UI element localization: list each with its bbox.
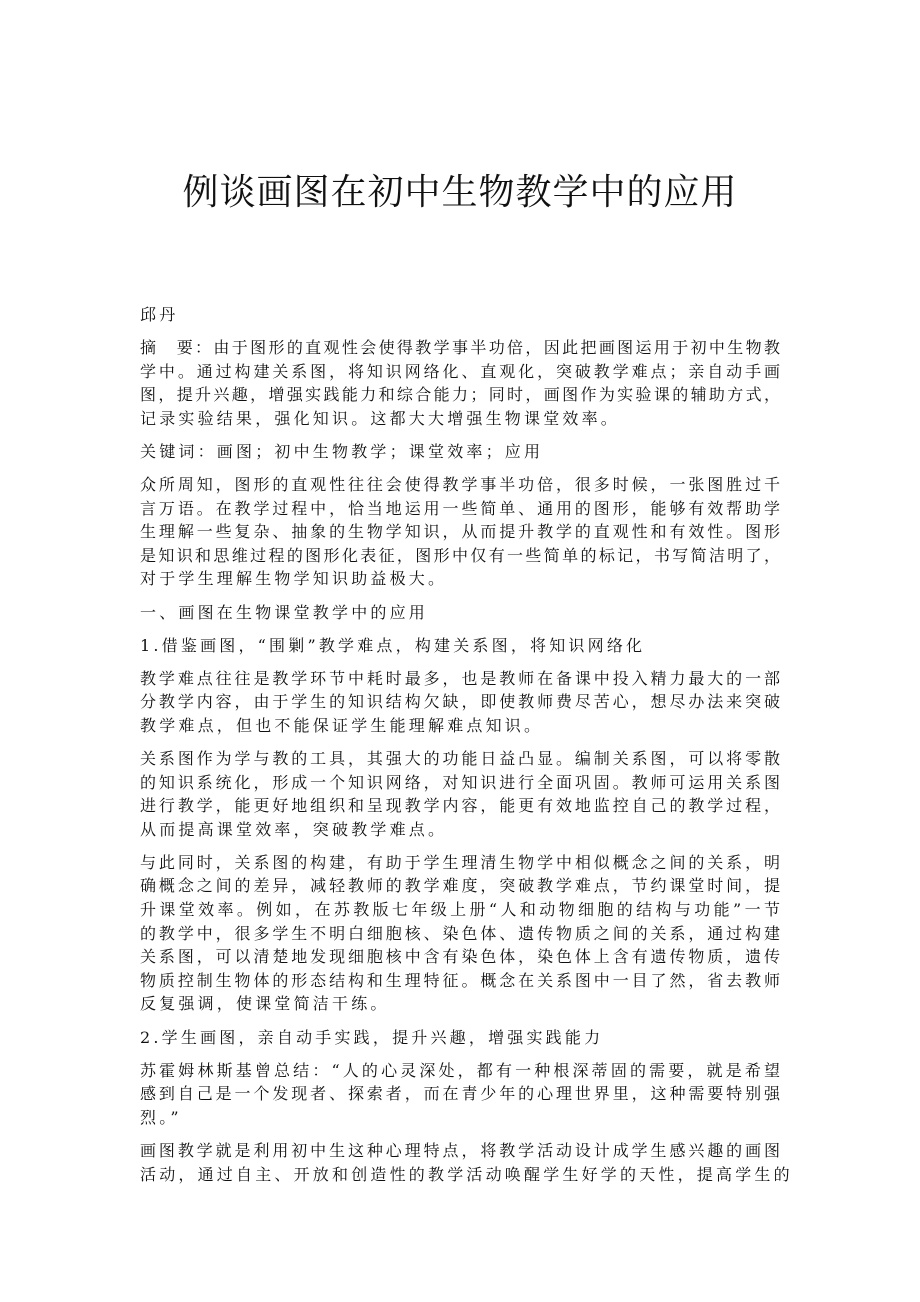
text-line: 确概念之间的差异，减轻教师的教学难度，突破教学难点，节约课堂时间，提: [140, 876, 780, 896]
text-line: 关系图作为学与教的工具，其强大的功能日益凸显。编制关系图，可以将零散: [140, 749, 780, 768]
text-line: 关键词：画图；初中生物教学；课堂效率；应用: [140, 441, 544, 461]
document-body: [140, 303, 793, 1196]
text-line: 进行教学，能更好地组织和呈现教学内容，能更有效地监控自己的教学过程，: [140, 796, 780, 816]
paragraph: [140, 851, 780, 1016]
text-line: 图，提升兴趣，增强实践能力和综合能力；同时，画图作为实验课的辅助方式，: [140, 385, 780, 405]
subsection-heading: [140, 634, 780, 658]
text-line: 与此同时，关系图的构建，有助于学生理清生物学中相似概念之间的关系，明: [140, 852, 780, 872]
text-line: 关系图，可以清楚地发现细胞核中含有染色体，染色体上含有遗传物质，遗传: [140, 947, 780, 967]
text-line: 感到自己是一个发现者、探索者，而在青少年的心理世界里，这种需要特别强: [140, 1084, 780, 1104]
text-line: 的教学中，很多学生不明白细胞核、染色体、遗传物质之间的关系，通过构建: [140, 923, 780, 943]
paragraph: [140, 667, 780, 738]
intro-paragraph: [140, 473, 780, 591]
paragraph: [140, 747, 780, 841]
text-line: 分教学内容，由于学生的知识结构欠缺，即使教师费尽苦心，想尽办法来突破: [140, 692, 780, 712]
text-line: 从而提高课堂效率，突破教学难点。: [140, 819, 448, 839]
section-heading: [140, 601, 780, 625]
keywords: [140, 440, 780, 464]
author-name: 邱丹: [140, 305, 179, 324]
text-line: 反复强调，使课堂简洁干练。: [140, 994, 390, 1014]
text-line: 教学难点往往是教学环节中耗时最多，也是教师在备课中投入精力最大的一部: [140, 668, 780, 688]
text-line: 众所周知，图形的直观性往往会使得教学事半功倍，很多时候，一张图胜过千: [140, 475, 780, 495]
text-line: 摘 要：由于图形的直观性会使得教学事半功倍，因此把画图运用于初中生物教: [140, 338, 780, 358]
text-line: 2.学生画图，亲自动手实践，提升兴趣，增强实践能力: [140, 1027, 604, 1047]
text-line: 生理解一些复杂、抽象的生物学知识，从而提升教学的直观性和有效性。图形: [140, 522, 780, 542]
paragraph: [140, 1139, 793, 1186]
text-line: 记录实验结果，强化知识。这都大大增强生物课堂效率。: [140, 408, 621, 428]
text-line: 1.借鉴画图，“围剿”教学难点，构建关系图，将知识网络化: [140, 635, 646, 655]
text-line: 的知识系统化，形成一个知识网络，对知识进行全面巩固。教师可运用关系图: [140, 772, 780, 792]
author: [140, 303, 780, 327]
text-line: 烈。”: [140, 1107, 182, 1127]
text-line: 一、画图在生物课堂教学中的应用: [140, 602, 429, 622]
text-line: 言万语。在教学过程中，恰当地运用一些简单、通用的图形，能够有效帮助学: [140, 498, 780, 518]
quote-paragraph: [140, 1059, 780, 1130]
document-title: 例谈画图在初中生物教学中的应用: [182, 172, 738, 213]
text-line: 对于学生理解生物学知识助益极大。: [140, 569, 448, 589]
text-line: 画图教学就是利用初中生这种心理特点，将教学活动设计成学生感兴趣的画图: [140, 1140, 780, 1160]
subsection-heading: [140, 1026, 780, 1050]
text-line: 物质控制生物体的形态结构和生理特征。概念在关系图中一目了然，省去教师: [140, 970, 780, 990]
text-line: 苏霍姆林斯基曾总结：“人的心灵深处，都有一种根深蒂固的需要，就是希望: [140, 1060, 780, 1080]
text-line: 教学难点，但也不能保证学生能理解难点知识。: [140, 715, 544, 735]
text-line: 升课堂效率。例如，在苏教版七年级上册“人和动物细胞的结构与功能”一节: [140, 900, 780, 920]
abstract: [140, 336, 780, 430]
text-line: 活动，通过自主、开放和创造性的教学活动唤醒学生好学的天性，提高学生的: [140, 1164, 793, 1184]
text-line: 是知识和思维过程的图形化表征，图形中仅有一些简单的标记，书写简洁明了，: [140, 545, 780, 565]
text-line: 学中。通过构建关系图，将知识网络化、直观化，突破教学难点；亲自动手画: [140, 361, 780, 381]
